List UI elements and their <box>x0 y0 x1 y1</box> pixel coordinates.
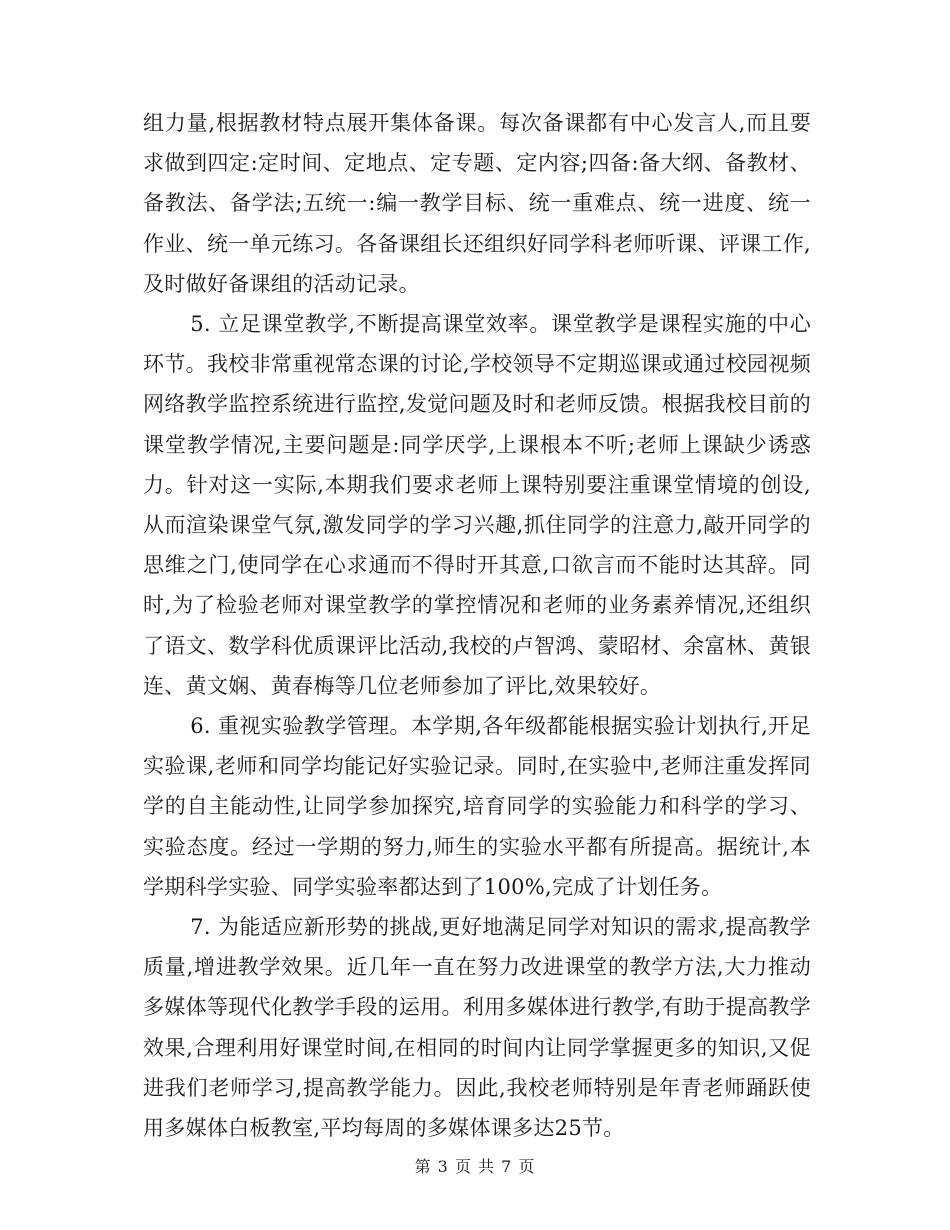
paragraph-continued: 组力量,根据教材特点展开集体备课。每次备课都有中心发言人,而且要求做到四定:定时间、定地点、定专题、定内容;四备:备大纲、备教材、备教法、备学法;五统一:编一教学目标、统一重难点、统一进度、统一作业、统一单元练习。各备课组长还组织好同学科老师听课、评课工作,及时做好备课组的活动记录。 <box>143 111 811 296</box>
paragraph-item-6: 6. 重视实验教学管理。本学期,各年级都能根据实验计划执行,开足实验课,老师和同学均能记好实验记录。同时,在实验中,老师注重发挥同学的自主能动性,让同学参加探究,培育同学的实验能力和科学的学习、实验态度。经过一学期的努力,师生的实验水平都有所提高。据统计,本学期科学实验、同学实验率都达到了100%,完成了计划任务。 <box>143 714 811 899</box>
paragraph-item-5: 5. 立足课堂教学,不断提高课堂效率。课堂教学是课程实施的中心环节。我校非常重视常态课的讨论,学校领导不定期巡课或通过校园视频网络教学监控系统进行监控,发觉问题及时和老师反馈。根据我校目前的课堂教学情况,主要问题是:同学厌学,上课根本不听;老师上课缺少诱惑力。针对这一实际,本期我们要求老师上课特别要注重课堂情境的创设,从而渲染课堂气氛,激发同学的学习兴趣,抓住同学的注意力,敲开同学的思维之门,使同学在心求通而不得时开其意,口欲言而不能时达其辞。同时,为了检验老师对课堂教学的掌控情况和老师的业务素养情况,还组织了语文、数学科优质课评比活动,我校的卢智鸿、蒙昭材、余富林、黄银连、黄文娴、黄春梅等几位老师参加了评比,效果较好。 <box>143 312 811 698</box>
paragraph-item-7: 7. 为能适应新形势的挑战,更好地满足同学对知识的需求,提高教学质量,增进教学效果。近几年一直在努力改进课堂的教学方法,大力推动多媒体等现代化教学手段的运用。利用多媒体进行教学,有助于提高教学效果,合理利用好课堂时间,在相同的时间内让同学掌握更多的知识,又促进我们老师学习,提高教学能力。因此,我校老师特别是年青老师踊跃使用多媒体白板教室,平均每周的多媒体课多达25节。 <box>143 915 811 1141</box>
page-number-footer: 第 3 页 共 7 页 <box>414 1157 536 1176</box>
document-body <box>143 103 811 1148</box>
